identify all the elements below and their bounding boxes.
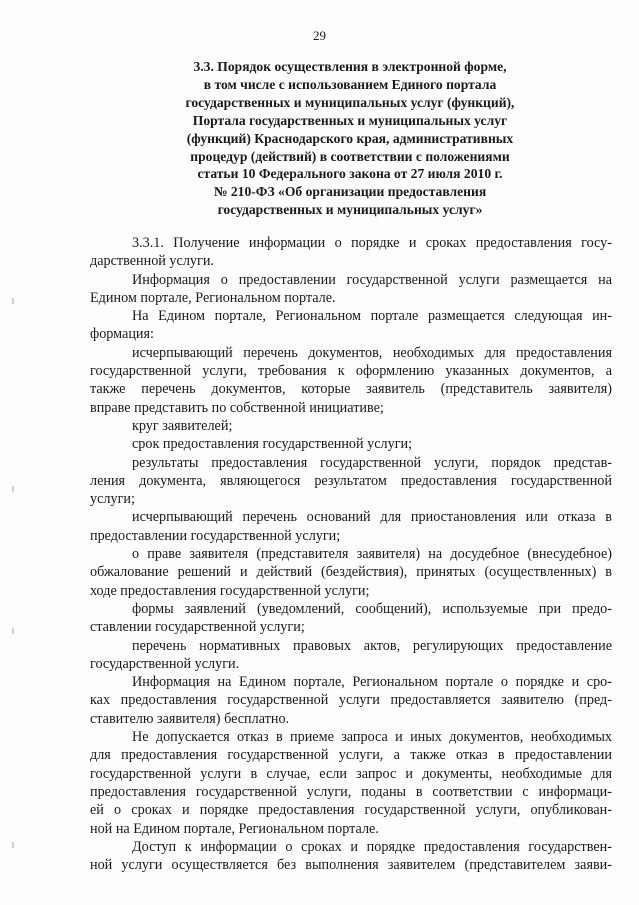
- heading-line: Портала государственных и муниципальных услуг: [192, 112, 508, 128]
- scan-margin-mark: [12, 628, 14, 634]
- text-line: государственной услуги.: [90, 655, 240, 672]
- text-line: услуги;: [90, 491, 135, 508]
- text-line: для предоставления государственной услуги, а также отказ в предоставлении: [90, 747, 612, 764]
- text-line: срок предоставления государственной услуги;: [132, 436, 413, 453]
- text-line: вправе представить по собственной инициативе;: [90, 399, 384, 416]
- heading-line: № 210-ФЗ «Об организации предоставления: [213, 184, 487, 200]
- text-line: исчерпывающий перечень оснований для приостановления или отказа в: [132, 509, 612, 526]
- text-line: обжалование решений и действий (бездействия), принятых (осуществленных) в: [90, 564, 612, 581]
- text-line: государственной услуги в случае, если запрос и документы, необходимые для: [90, 765, 612, 782]
- text-line: Доступ к информации о сроках и порядке предоставления государствен-: [132, 838, 612, 855]
- text-line: ходе предоставления государственной услуги;: [90, 582, 370, 599]
- text-line: дарственной услуги.: [90, 253, 214, 270]
- text-line: Информация на Едином портале, Региональном портале о порядке и сро-: [132, 674, 612, 691]
- heading-line: в том числе с использованием Единого портала: [203, 76, 497, 92]
- text-line: ках предоставления государственной услуги предоставляется заявителю (пред-: [90, 692, 612, 709]
- text-line: На Едином портале, Региональном портале размещается следующая ин-: [132, 308, 612, 325]
- text-line: ставителю заявителя) бесплатно.: [90, 710, 290, 727]
- text-line: круг заявителей;: [132, 417, 233, 434]
- scan-margin-mark: [12, 486, 14, 492]
- text-line: Едином портале, Региональном портале.: [90, 289, 336, 306]
- text-line: формы заявлений (уведомлений, сообщений), используемые при предо-: [132, 600, 612, 617]
- text-line: исчерпывающий перечень документов, необходимых для предоставления: [132, 344, 612, 361]
- text-line: ей о сроках и порядке предоставления государственной услуги, опубликован-: [90, 802, 612, 819]
- text-line: о праве заявителя (представителя заявителя) на досудебное (внесудебное): [132, 546, 612, 563]
- heading-line: 3.3. Порядок осуществления в электронной форме,: [193, 59, 507, 74]
- page-number: 29: [313, 28, 326, 43]
- text-line: Информация о предоставлении государственной услуги размещается на: [132, 271, 612, 288]
- scan-margin-mark: [12, 842, 14, 848]
- text-line: Не допускается отказ в приеме запроса и иных документов, необходимых: [132, 729, 612, 746]
- text-line: предоставлении государственной услуги;: [90, 527, 341, 544]
- text-line: перечень нормативных правовых актов, регулирующих предоставление: [132, 637, 612, 654]
- text-line: 3.3.1. Получение информации о порядке и сроках предоставления госу-: [132, 235, 612, 251]
- text-line: ления документа, являющегося результатом предоставления государственной: [90, 472, 612, 489]
- text-line: формация:: [90, 326, 154, 343]
- text-line: государственной услуги, требования к оформлению указанных документов, а: [90, 363, 612, 380]
- section-heading: [150, 58, 550, 219]
- heading-line: государственных и муниципальных услуг»: [217, 202, 483, 218]
- text-line: предоставления государственной услуги, поданы в соответствии с информаци-: [90, 783, 612, 800]
- text-line: ставлении государственной услуги;: [90, 619, 305, 636]
- text-line: результаты предоставления государственной услуги, порядок представ-: [132, 454, 612, 471]
- heading-line: статьи 10 Федерального закона от 27 июля 2010 г.: [197, 166, 503, 182]
- text-line: ной на Едином портале, Региональном портале.: [90, 820, 379, 837]
- text-line: ной услуги осуществляется без выполнения заявителем (представителем заяви-: [90, 857, 612, 874]
- text-line: также перечень документов, которые заявитель (представитель заявителя): [90, 381, 612, 398]
- scan-margin-mark: [12, 298, 14, 304]
- heading-line: (функций) Краснодарского края, административных: [186, 130, 514, 146]
- body-text: [90, 234, 612, 874]
- heading-line: государственных и муниципальных услуг (функций),: [185, 94, 515, 110]
- heading-line: процедур (действий) в соответствии с положениями: [190, 148, 510, 164]
